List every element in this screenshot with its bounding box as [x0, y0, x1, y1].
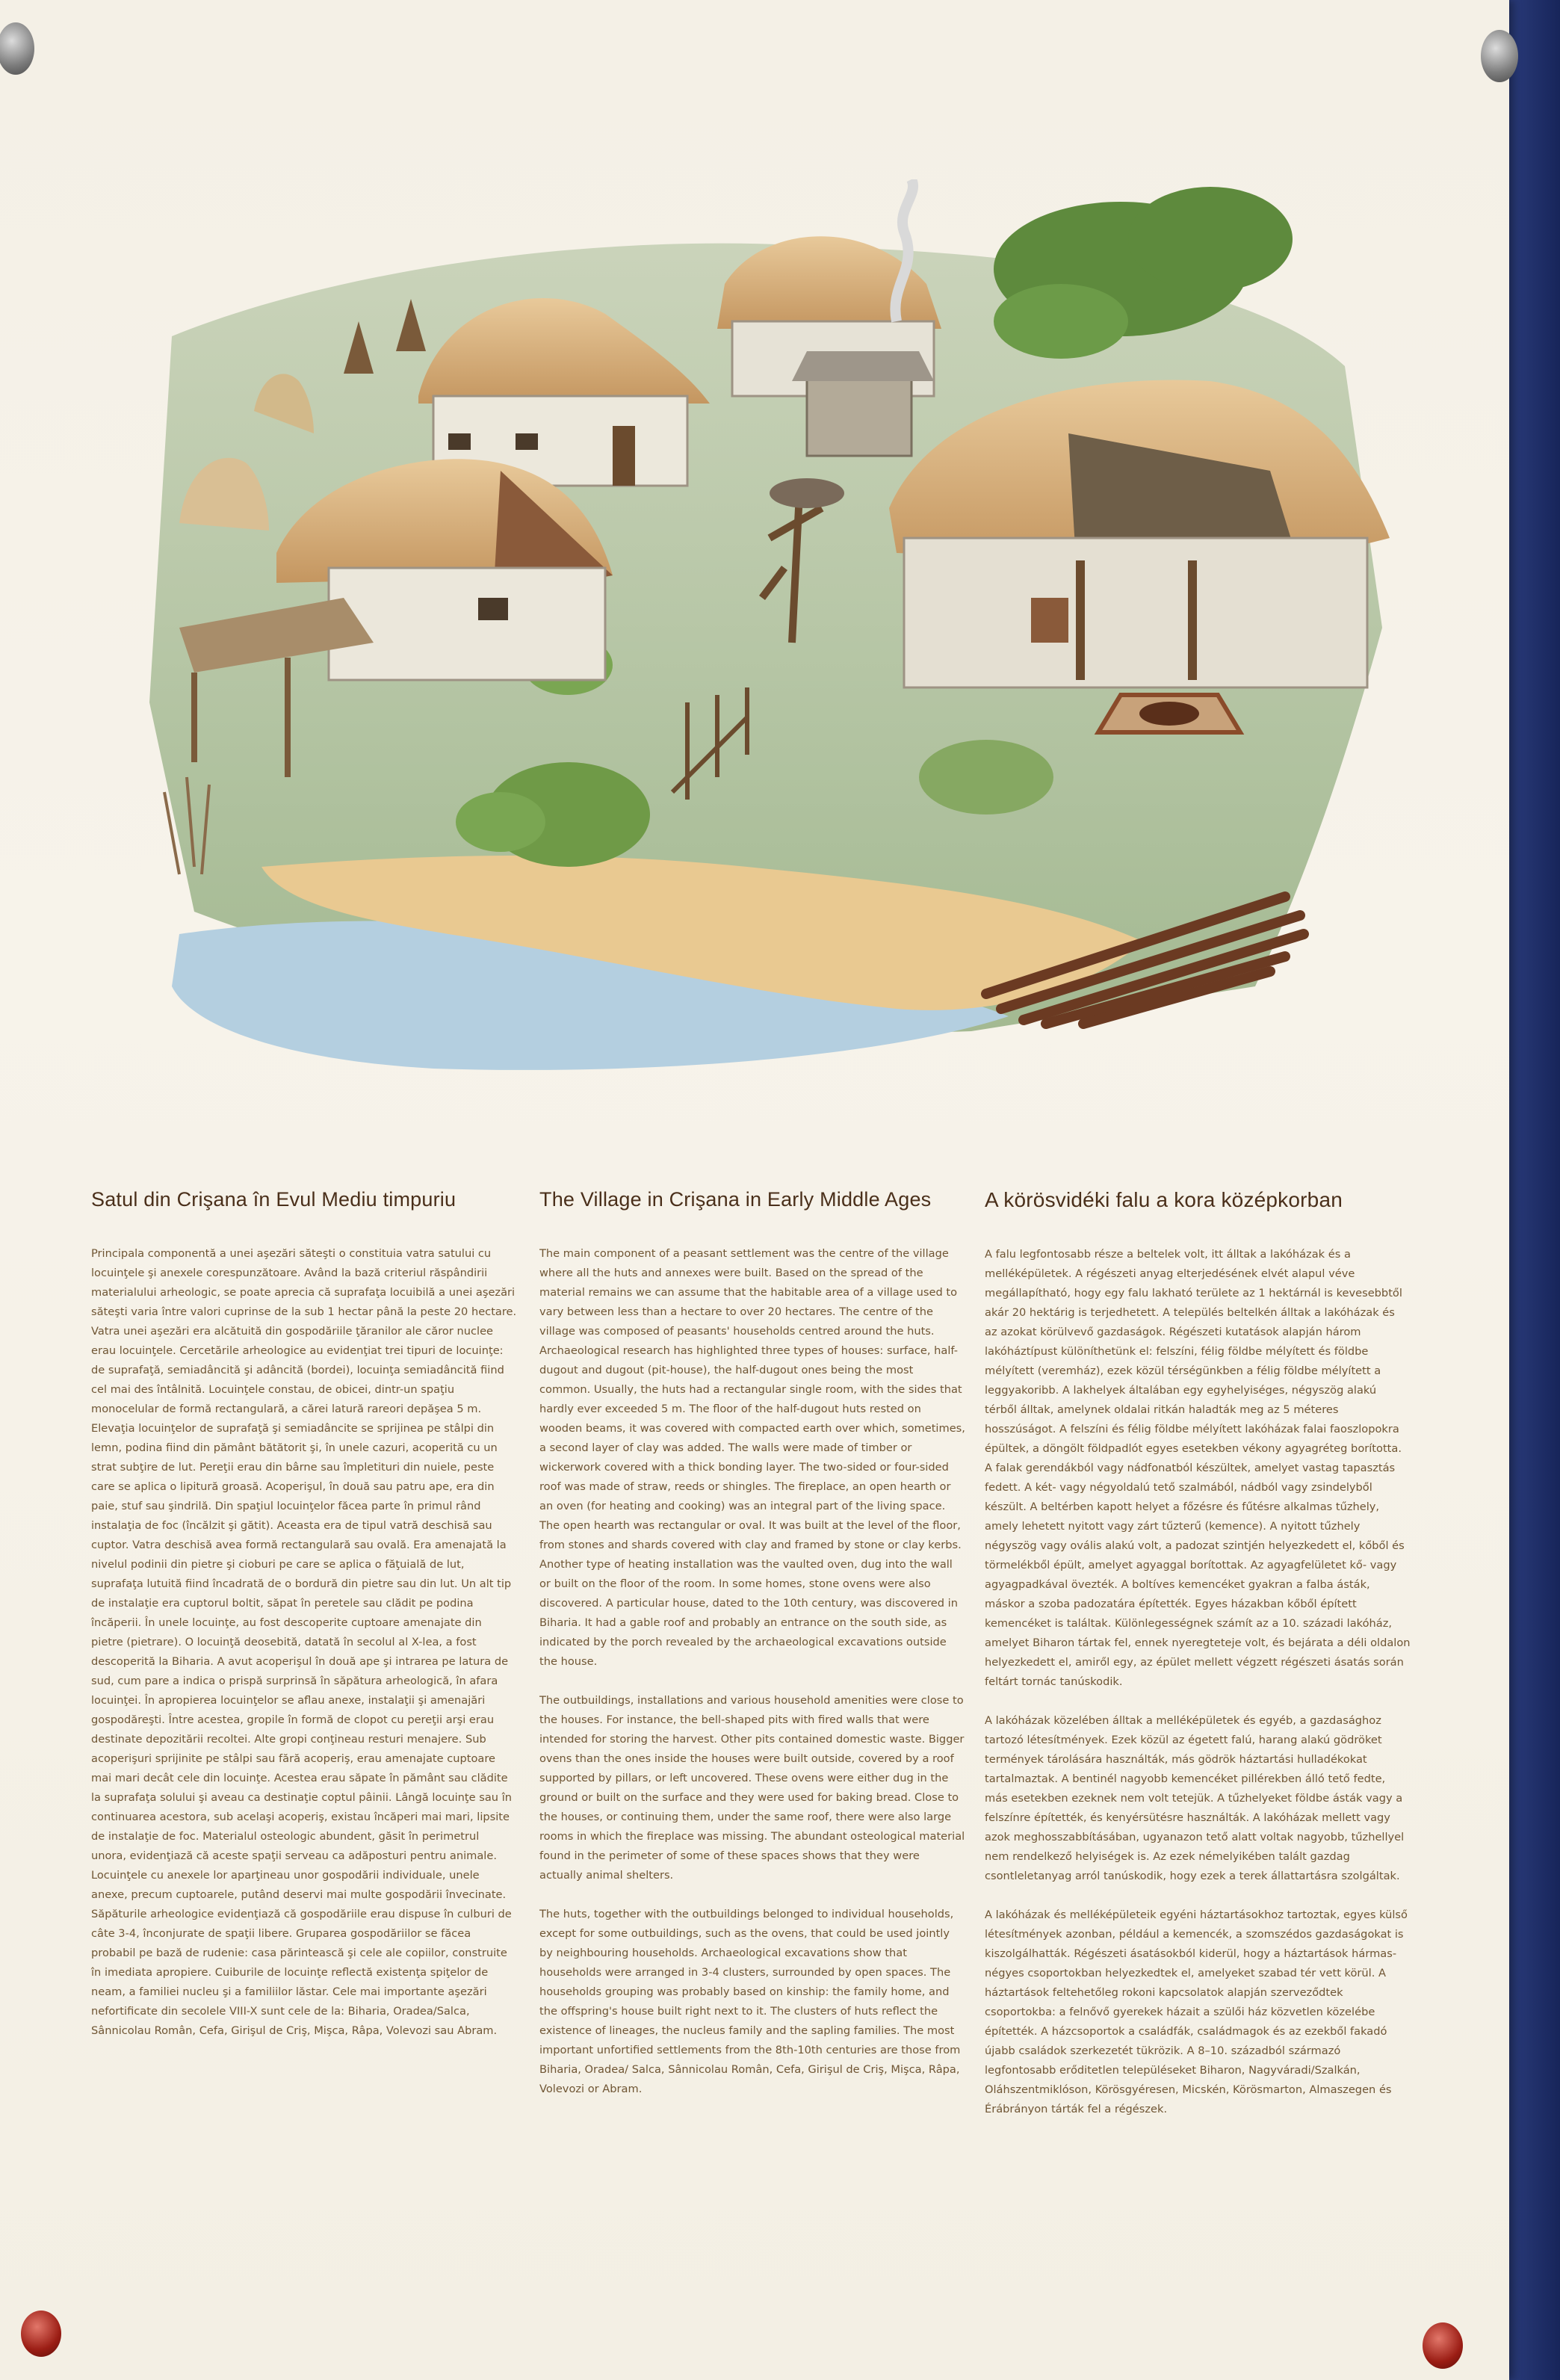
romanian-paragraph: Principala componentă a unei aşezări săteşti o constituia vatra satului cu locuinţele şi anexele corespunzătoare. Având la bază criteriul răspândirii materialului arheologic, se poate aprecia că suprafaţa locuibilă a unei aşezări săteşti varia între valori cuprinse de la sub 1 hectar până la peste 20 hectare. Vatra unei aşezări era alcătuită din gospodăriile ţăranilor ale căror nuclee erau locuinţele. Cercetările arheologice au evidenţiat trei tipuri de locuinţe: de suprafaţă, semiadâncită şi adâncită (bordei), locuinţa semiadâncită fiind cel mai des întâlnită. Locuinţele constau, de obicei, dintr-un spaţiu monocelular de formă rectangulară, a cărei latură rareori depăşea 5 m. Elevaţia locuinţelor de suprafaţă şi semiadâncite se sprijinea pe stâlpi din lemn, podina fiind din pământ bătătorit şi, în unele cazuri, acoperită cu un strat subţire de lut. Pereţii erau din bârne sau împletituri din nuiele, peste care se aplica o lipitură groasă. Acoperişul, în două sau patru ape, era din paie, stuf sau şindrilă. Din spaţiul locuinţelor făcea parte în primul rând instalaţia de foc (încălzit şi gătit). Aceasta era de tipul vatră deschisă sau cuptor. Vatra deschisă avea formă rectangulară sau ovală. Era amenajată la nivelul podinii din pietre şi cioburi pe care se aplica o făţuială de lut, suprafaţa lutuită fiind încadrată de o bordură din pietre sau din lut. Un alt tip de instalaţie era cuptorul boltit, săpat în peretele sau clădit pe podina încăperii. În unele locuinţe, au fost descoperite cuptoare amenajate din pietre (pietrare). O locuinţă deosebită, datată în secolul al X-lea, a fost descoperită la Biharia. A avut acoperişul în două ape şi intrarea pe latura de sud, cum pare a indica o prispă surprinsă în săpătura arheologică, în afara locuinţei. În apropierea locuinţelor se aflau anexe, instalaţii şi amenajări gospodăreşti. Între acestea, gropile în formă de clopot cu pereţii arşi erau destinate depozitării recoltei. Alte gropi conţineau resturi menajere. Sub acoperişuri sprijinite pe stâlpi sau fără acoperiş, erau amenajate cuptoare mai mari decât cele din locuinţe. Acestea erau săpate în pământ sau clădite la suprafaţa solului şi aveau ca destinaţie coptul pâinii. Lângă locuinţe sau în continuarea acestora, sub acelaşi acoperiş, existau încăperi mai mari, lipsite de instalaţie de foc. Materialul osteologic abundent, găsit în perimetrul unora, evidenţiază că aceste spaţii serveau ca adăposturi pentru animale. Locuinţele cu anexele lor aparţineau unor gospodării individuale, unele anexe, precum cuptoarele, putând deservi mai multe gospodării învecinate. Săpăturile arheologice evidenţiază că gospodăriile erau dispuse în culburi de câte 3-4, înconjurate de spaţii libere. Gruparea gospodăriilor se făcea probabil pe bază de rudenie: casa părintească şi cele ale copiilor, construite în imediata apropiere. Cuiburile de locuinţe reflectă existenţa spiţelor de neam, a familiei nucleu şi a familiilor lăstar. Cele mai importante aşezări nefortificate din secolele VIII-X sunt cele de la: Biharia, Oradea/Salca, Sânnicolau Român, Cefa, Girişul de Criş, Mişca, Râpa, Volevozi sau Abram.: [91, 1247, 517, 2037]
mounting-bolt-icon: [1481, 30, 1518, 82]
hungarian-paragraph: A lakóházak és melléképületeik egyéni háztartásokhoz tartoztak, egyes külső létesítmények azonban, például a kemencék, a szomszédos gazdaságokat is kiszolgálhatták. Régészeti ásatásokból kiderül, hogy a háztartások hármas-négyes csoportokban helyezkedtek el, amelyeket szabad tér vett körül. A háztartások feltehetőleg rokoni kapcsolatok alapján szerveződtek csoportokba: a felnővő gyerekek házait a szülői ház közvetlen közelébe építették. A házcsoportok a családfák, családmagok és az ezekből fakadó újabb családok szerkezetét tükrözik. A 8–10. századból származó legfontosabb erőditetlen településeket Biharon, Nagyváradi/Szalkán, Oláhszentmiklóson, Körösgyéresen, Micskén, Körösmarton, Almaszegen és Érábrányon tárták fel a régészek.: [985, 1908, 1408, 2115]
english-paragraph: The outbuildings, installations and various household amenities were close to the houses. For instance, the bell-shaped pits with fired walls that were intended for storing the harvest. Other pits contained domestic waste. Bigger ovens than the ones inside the houses were built outside, covered by a roof supported by pillars, or left uncovered. These ovens were either dug in the ground or built on the surface and they were used for baking bread. Close to the houses, or continuing them, under the same roof, there were also large rooms in which the fireplace was missing. The abundant osteological material found in the perimeter of some of these spaces shows that they were actually animal shelters.: [539, 1694, 965, 1882]
hungarian-paragraph: A falu legfontosabb része a beltelek volt, itt álltak a lakóházak és a melléképületek. A régészeti anyag elterjedésének elvét alapul véve megállapítható, hogy egy falu lakható területe az 1 hektárnál is kevesebbtől akár 20 hektárig is terjedhetett. A település beltelkén álltak a lakóházak és az azokat körülvevő gazdaságok. Régészeti kutatások alapján három lakóháztípust különíthetünk el: felszíni, félig földbe mélyített és földbe mélyített (veremház), ezek közül térségünkben a félig földbe mélyített a leggyakoribb. A lakhelyek általában egy egyhelyiséges, négyszög alakú térből álltak, amelynek oldalai ritkán haladták meg az 5 méteres hosszúságot. A felszíni és félig földbe mélyített lakóházak falai faoszlopokra épültek, a döngölt földpadlót egyes esetekben vékony agyagréteg borította. A falak gerendákból vagy nádfonatból készültek, amelyet vastag tapasztás fedett. A két- vagy négyoldalú tető szalmából, nádból vagy zsindelyből készült. A beltérben kapott helyet a főzésre és fűtésre alkalmas tűzhely, amely lehetett nyitott vagy zárt tűzterű (kemence). A nyitott tűzhely négyszög vagy ovális alakú volt, a padozat szintjén helyezkedett el, kőből és törmelékből épült, amelyet agyaggal borítottak. Az agyagfelületet kő- vagy agyagpadkával övezték. A boltíves kemencéket gyakran a falba ásták, máskor a szoba padozatára építették. Egyes házakban kőből épített kemencéket is találtak. Különlegességnek számít az a 10. századi lakóház, amelyet Biharon tártak fel, ennek nyeregteteje volt, és bejárata a déli oldalon helyezkedett el, amiről egy, az épület mellett végzett régészeti ásatás során feltárt tornác tanúskodik.: [985, 1248, 1411, 1688]
english-paragraph: The huts, together with the outbuildings belonged to individual households, except for some outbuildings, such as the ovens, that could be used jointly by neighbouring households. Archaeological excavations show that households were arranged in 3-4 clusters, surrounded by open spaces. The households grouping was probably based on kinship: the family home, and the offspring's house built right next to it. The clusters of huts reflect the existence of lineages, the nucleus family and the sapling families. The most important unfortified settlements from the 8th-10th centuries are those from Biharia, Oradea/ Salca, Sânnicolau Român, Cefa, Girişul de Criş, Mişca, Râpa, Volevozi or Abram.: [539, 1908, 961, 2095]
hungarian-column: [985, 1188, 1411, 2139]
mounting-bolt-icon: [0, 22, 34, 75]
village-illustration-icon: [149, 179, 1405, 1098]
romanian-column: [91, 1188, 517, 2060]
mounting-bolt-icon: [1423, 2322, 1463, 2369]
english-column: [539, 1188, 965, 2118]
romanian-title: Satul din Crişana în Evul Mediu timpuriu: [91, 1188, 456, 1211]
blue-wall-edge: [1509, 0, 1560, 2380]
mounting-bolt-icon: [21, 2311, 61, 2357]
english-title: The Village in Crişana in Early Middle Ages: [539, 1188, 932, 1211]
english-paragraph: The main component of a peasant settlement was the centre of the village where all the huts and annexes were built. Based on the spread of the material remains we can assume that the habitable area of a village used to vary between less than a hectare to over 20 hectares. The centre of the village was composed of peasants' households centred around the huts. Archaeological research has highlighted three types of houses: surface, half-dugout and dugout (pit-house), the half-dugout ones being the most common. Usually, the huts had a rectangular single room, with the sides that hardly ever exceeded 5 m. The floor of the half-dugout huts rested on wooden beams, it was covered with compacted earth over which, sometimes, a second layer of clay was added. The walls were made of timber or wickerwork covered with a thick bonding layer. The two-sided or four-sided roof was made of straw, reeds or shingles. The fireplace, an open hearth or an oven (for heating and cooking) was an integral part of the living space. The open hearth was rectangular or oval. It was built at the level of the floor, from stones and shards covered with clay and framed by stone or clay kerbs. Another type of heating installation was the vaulted oven, dug into the wall or built on the floor of the room. In some homes, stone ovens were also discovered. A particular house, dated to the 10th century, was discovered in Biharia. It had a gable roof and probably an entrance on the south side, as indicated by the porch revealed by the archaeological excavations outside the house.: [539, 1247, 965, 1668]
hungarian-paragraph: A lakóházak közelében álltak a melléképületek és egyéb, a gazdasághoz tartozó létesítmények. Ezek közül az égetett falú, harang alakú gödröket termények tárolására használták, más gödrök háztartási hulladékokat tartalmaztak. A bentinél nagyobb kemencéket pillérekben álló tető fedte, más esetekben ezeknek nem volt tetejük. A tűzhelyeket földbe ásták vagy a felszínre építették, és kenyérsütésre használták. A lakóházak mellett vagy azok meghosszabbításában, ugyanazon tető alatt voltak nagyobb, tűzhellyel nem rendelkező helyiségek is. Az ezek némelyikében talált gazdag csontleletanyag arról tanúskodik, hogy ezek a terek állattartásra szolgáltak.: [985, 1714, 1405, 1882]
hungarian-title: A körösvidéki falu a kora középkorban: [985, 1188, 1343, 1211]
